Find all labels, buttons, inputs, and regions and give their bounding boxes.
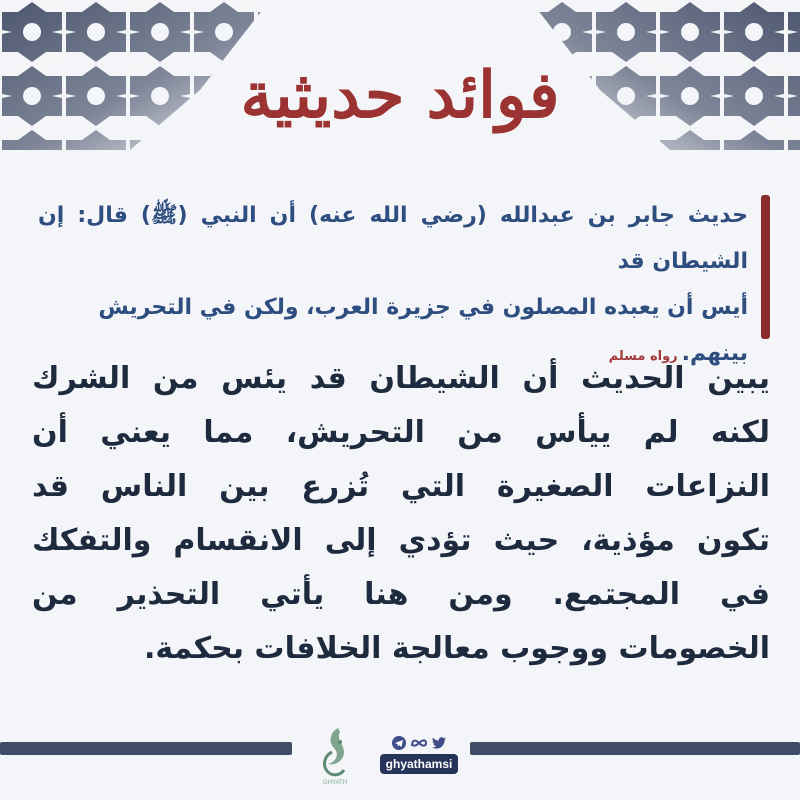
footer-divider-left	[0, 742, 292, 755]
hadith-line-end: بينهم.	[681, 341, 748, 366]
hadith-quote	[38, 193, 770, 366]
hadith-line: حديث جابر بن عبدالله (رضي الله عنه) أن النبي (ﷺ) قال: إن الشيطان قد	[38, 203, 748, 274]
explanation-line: النزاعات الصغيرة التي تُزرع بين الناس قد	[32, 469, 770, 504]
hadith-accent-bar	[761, 195, 770, 339]
explanation-line: لكنه لم ييأس من التحريش، مما يعني أن	[32, 415, 770, 450]
explanation-line: يبين الحديث أن الشيطان قد يئس من الشرك	[32, 361, 770, 396]
hadith-source: رواه مسلم	[608, 349, 678, 364]
social-handle-box[interactable]	[372, 735, 466, 775]
footer-divider-right	[470, 742, 800, 755]
explanation-text	[32, 352, 770, 676]
explanation-line: تكون مؤذية، حيث تؤدي إلى الانقسام والتفكك	[32, 523, 770, 558]
telegram-icon[interactable]	[392, 736, 406, 750]
logo-caption: GHYATH	[322, 780, 348, 786]
page-title: فوائد حديثية	[240, 58, 560, 133]
social-handle[interactable]: ghyathamsi	[380, 754, 459, 774]
brand-logo	[310, 722, 360, 788]
hadith-line: أيس أن يعبده المصلون في جزيرة العرب، ولكن في التحريش	[98, 295, 748, 320]
meta-icon[interactable]	[410, 737, 428, 749]
explanation-line: في المجتمع. ومن هنا يأتي التحذير من	[32, 577, 770, 612]
twitter-icon[interactable]	[432, 737, 446, 749]
explanation-line: الخصومات ووجوب معالجة الخلافات بحكمة.	[143, 631, 770, 666]
